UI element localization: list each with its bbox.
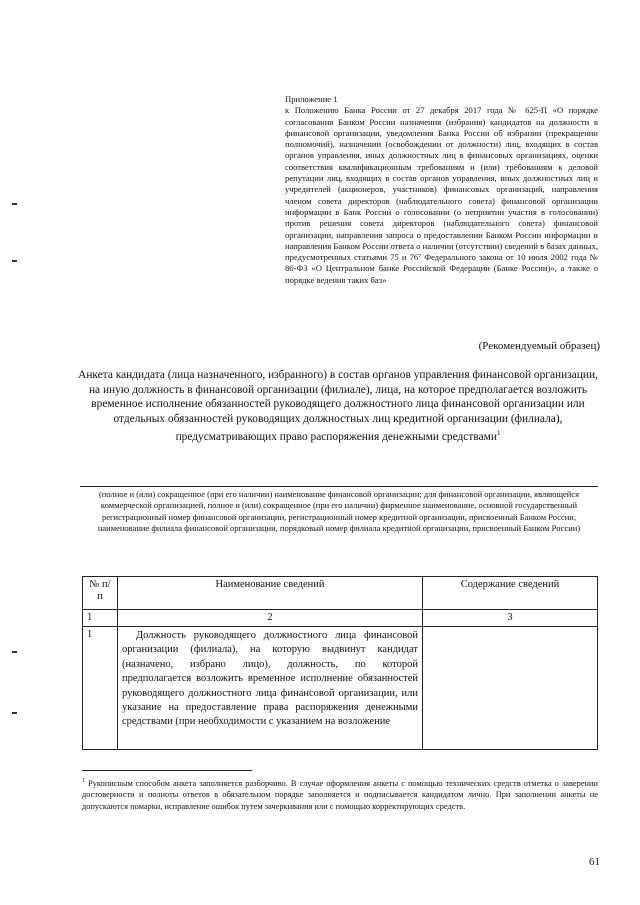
sample-note: (Рекомендуемый образец): [478, 340, 600, 352]
table-header-row: [83, 577, 598, 610]
organization-fill-caption: (полное и (или) сокращенное (при его наличии) наименование финансовой организации; для финансовой организации, являющейся коммерческой организацией, полное и (или) сокращенное (при его наличии) фирменное наименование, основной государственный регистрационный номер финансовой организации, регистрационный номер кредитной организации, присвоенный Банком России, наименование филиала финансовой организации, порядковый номер филиала кредитной организации, присвоенный Банком России): [97, 489, 581, 534]
row-number: 1: [83, 627, 118, 750]
header-content: Содержание сведений: [423, 577, 598, 610]
footnote-ref: 1: [496, 429, 501, 437]
footnote: [82, 776, 598, 812]
questionnaire-title-text: Анкета кандидата (лица назначенного, избранного) в состав органов управления финансовой организации, на иную должность в финансовой организации (филиале), лица, на которое предполагается возложить временное исполнение обязанностей руководящего должностного лица финансовой организации или отдельных обязанностей руководящих должностных лиц кредитной организации (филиала), предусматривающих право распоряжения денежными средствами: [78, 369, 598, 443]
row-name: Должность руководящего должностного лица финансовой организации (филиала), на которую выдвинут кандидат (назначено, избрано лицо), должность, по которой предполагается возложить временное исполнение обязанностей руководящего должностного лица финансовой организации, или указание на предоставление права распоряжения денежными средствами (при необходимости с указанием на возложение: [118, 627, 423, 750]
header-number: № п/п: [83, 577, 118, 610]
scan-mark: [12, 203, 17, 205]
appendix-block: [285, 94, 598, 286]
scan-mark: [12, 260, 17, 262]
table-row: [83, 627, 598, 750]
questionnaire-title: [78, 368, 598, 444]
header-name: Наименование сведений: [118, 577, 423, 610]
appendix-text: к Положению Банка России от 27 декабря 2017 года № 625-П «О порядке согласования Банком России назначения (избрания) кандидатов на должности в финансовой организации, уведомления Банка России об избрании (прекращении полномочий), назначении (освобождении от должности) лиц, входящих в состав органов управления, иных должностных лиц в финансовых организациях, оценки соответствия квалификационным требованиям и (или) требованиям к деловой репутации лиц, входящих в состав органов управления, иных должностных лиц и учредителей (акционеров, участников) финансовых организаций, направления членом совета директоров (наблюдательного совета) финансовой организации информации в Банк России о голосовании (о неприятии участия в голосовании) против решения совета директоров (наблюдательного совета) финансовой организации, направления запроса о предоставлении Банком России информации и направления Банком России ответа о наличии (отсутствии) сведений в базах данных, предусмотренных статьями 75 и 76⁷ Федерального закона от 10 июля 2002 года № 86-ФЗ «О Центральном банке Российской Федерации (Банке России)», а также о порядке ведения таких баз»: [285, 105, 598, 285]
column-number: 2: [118, 610, 423, 627]
organization-fill-line: [80, 486, 598, 487]
page-number: 61: [589, 856, 600, 868]
footnote-divider: [82, 770, 252, 771]
info-table: [82, 576, 598, 750]
scan-mark: [12, 712, 17, 714]
scan-mark: [12, 651, 17, 653]
footnote-marker: 1: [82, 778, 85, 784]
column-number: 1: [83, 610, 118, 627]
row-content[interactable]: [423, 627, 598, 750]
appendix-title: Приложение 1: [285, 94, 338, 104]
column-number: 3: [423, 610, 598, 627]
footnote-text: Рукописным способом анкета заполняется разборчиво. В случае оформления анкеты с помощью технических средств отметка о заверении достоверности и полноты ответов в обязательном порядке заполняется и подписывается кандидатом лично. При заполнении анкеты не допускаются помарки, исправление ошибок путем зачеркивания или с помощью корректирующих средств.: [82, 778, 598, 811]
column-number-row: [83, 610, 598, 627]
